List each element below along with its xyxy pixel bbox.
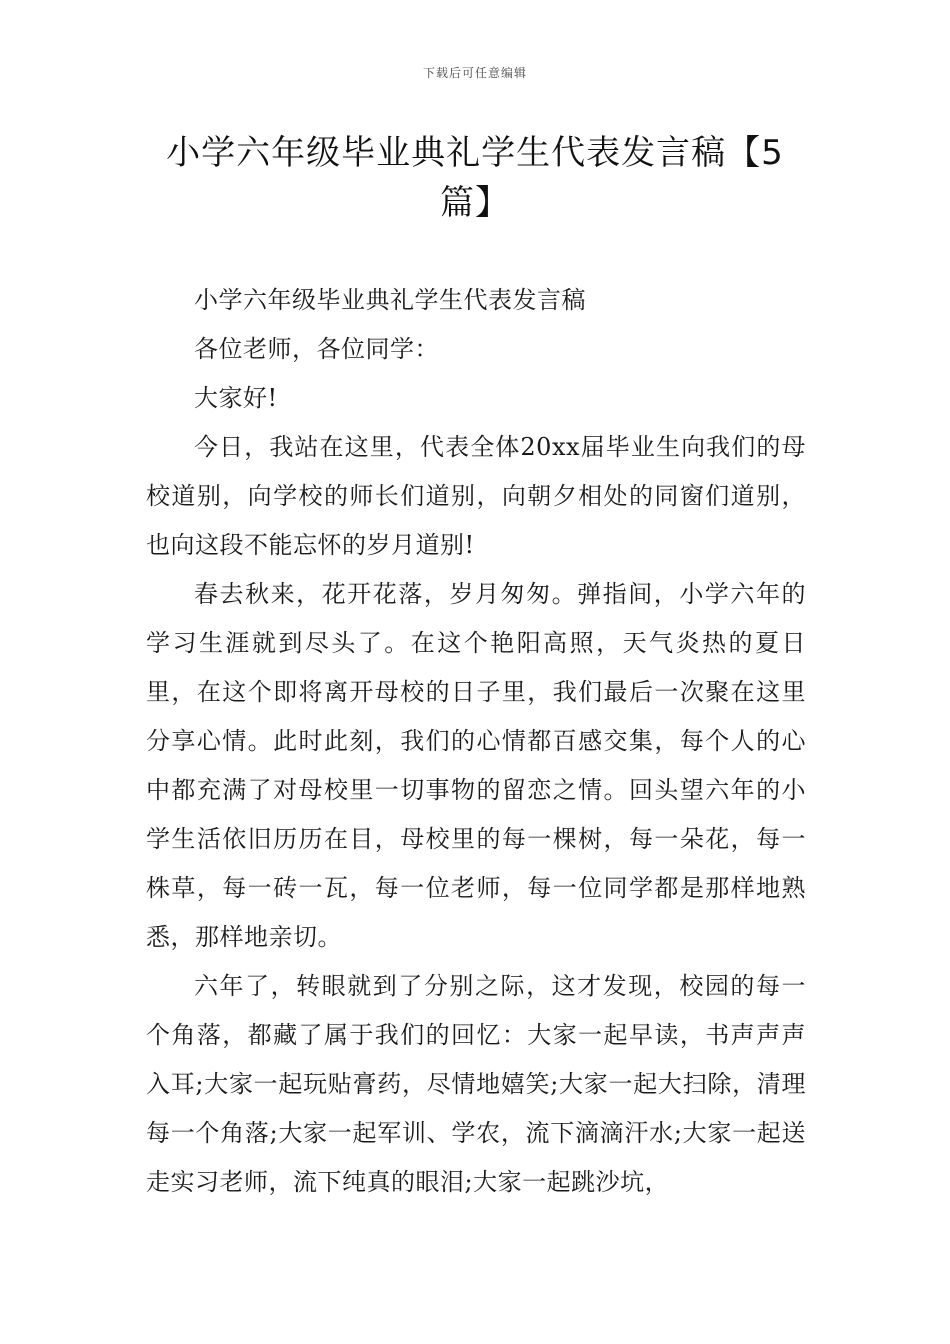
paragraph-subtitle: 小学六年级毕业典礼学生代表发言稿 — [194, 286, 586, 314]
paragraph-salutation: 各位老师，各位同学： — [194, 335, 439, 363]
document-title: 小学六年级毕业典礼学生代表发言稿【5篇】 — [166, 133, 784, 223]
header-note: 下载后可任意编辑 — [422, 66, 527, 80]
paragraph: 今日，我站在这里，代表全体20xx届毕业生向我们的母校道别，向学校的师长们道别，向朝夕相处的同窗们道别，也向这段不能忘怀的岁月道别! — [146, 433, 806, 559]
paragraph: 春去秋来，花开花落，岁月匆匆。弹指间，小学六年的学习生涯就到尽头了。在这个艳阳高照，天气炎热的夏日里，在这个即将离开母校的日子里，我们最后一次聚在这里分享心情。此时此刻，我们的心情都百感交集，每个人的心中都充满了对母校里一切事物的留恋之情。回头望六年的小学生活依旧历历在目，母校里的每一棵树，每一朵花，每一株草，每一砖一瓦，每一位老师，每一位同学都是那样地熟悉，那样地亲切。 — [146, 580, 806, 951]
document-body — [146, 276, 806, 1207]
paragraph-greeting: 大家好! — [194, 384, 278, 412]
paragraph: 六年了，转眼就到了分别之际，这才发现，校园的每一个角落，都藏了属于我们的回忆：大家一起早读，书声声声入耳;大家一起玩贴膏药，尽情地嬉笑;大家一起大扫除，清理每一个角落;大家一起军训、学农，流下滴滴汗水;大家一起送走实习老师，流下纯真的眼泪;大家一起跳沙坑， — [146, 972, 806, 1196]
